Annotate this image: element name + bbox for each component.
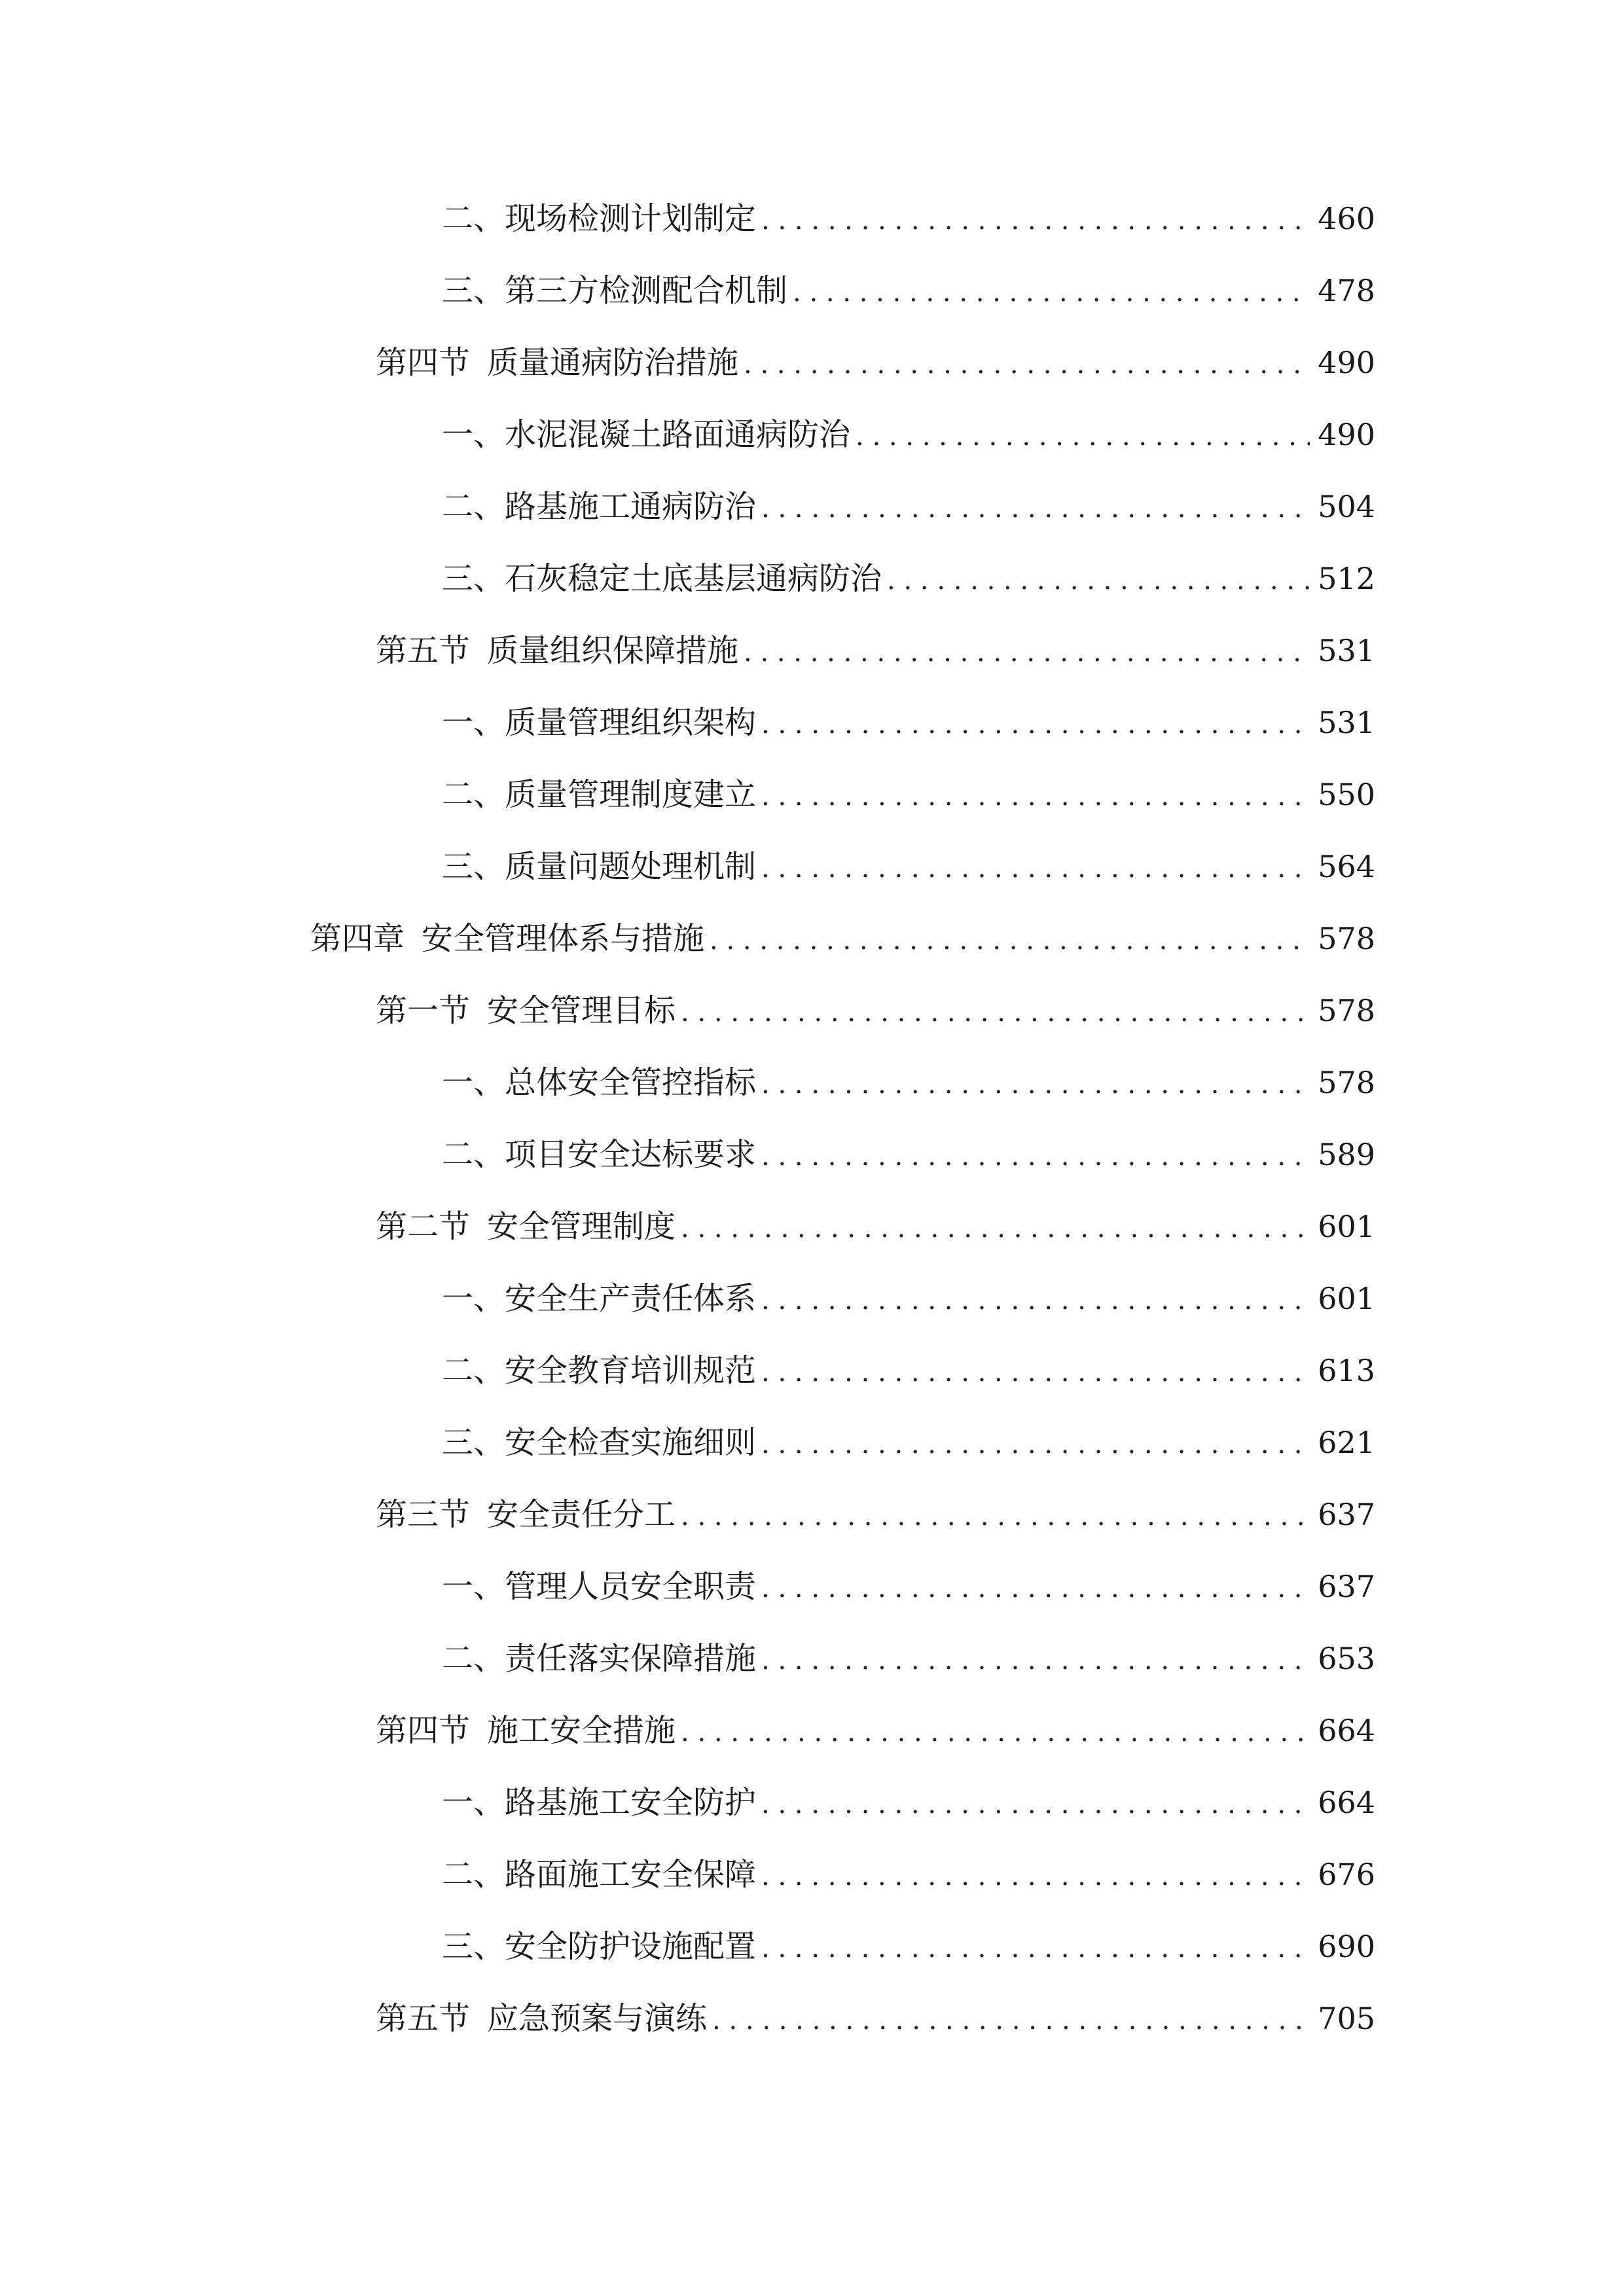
toc-entry-title: 路基施工安全防护: [505, 1784, 757, 1821]
toc-page-number: 637: [1318, 1569, 1375, 1604]
toc-page-number: 531: [1318, 705, 1375, 740]
toc-page-number: 621: [1318, 1425, 1375, 1460]
toc-entry[interactable]: [442, 270, 1375, 312]
toc-page-number: 705: [1318, 2001, 1375, 2036]
toc-entry-label: 三、: [442, 272, 505, 309]
toc-entry-label: 一、: [442, 1568, 505, 1605]
toc-entry-title: 质量管理组织架构: [505, 704, 757, 741]
toc-entry-label: 第五节: [376, 632, 471, 669]
toc-dot-leader: [681, 1208, 1310, 1249]
toc-entry-label: 第五节: [376, 2000, 471, 2037]
toc-entry[interactable]: [376, 342, 1375, 384]
toc-page-number: 490: [1318, 417, 1375, 452]
toc-entry-title: 安全检查实施细则: [505, 1424, 757, 1461]
toc-entry[interactable]: [376, 1206, 1375, 1247]
toc-dot-leader: [761, 704, 1310, 745]
toc-entry-title: 责任落实保障措施: [505, 1640, 757, 1677]
toc-entry-title: 安全生产责任体系: [505, 1280, 757, 1317]
toc-entry[interactable]: [442, 486, 1375, 528]
toc-dot-leader: [761, 776, 1310, 817]
toc-entry-label: 第四节: [376, 344, 471, 381]
toc-page-number: 664: [1318, 1785, 1375, 1820]
toc-entry-title: 总体安全管控指标: [505, 1064, 757, 1101]
toc-entry[interactable]: [442, 414, 1375, 456]
toc-entry[interactable]: [442, 1926, 1375, 1967]
toc-entry[interactable]: [442, 198, 1375, 240]
toc-entry-title: 质量组织保障措施: [487, 632, 739, 669]
toc-entry[interactable]: [442, 1422, 1375, 1463]
toc-page-number: 578: [1318, 921, 1375, 956]
toc-entry-title: 石灰稳定土底基层通病防治: [505, 560, 882, 597]
toc-entry-label: 二、: [442, 1856, 505, 1893]
toc-entry-title: 安全管理制度: [487, 1208, 676, 1245]
toc-dot-leader: [761, 200, 1310, 242]
toc-entry-title: 安全教育培训规范: [505, 1352, 757, 1389]
toc-dot-leader: [761, 1640, 1310, 1681]
toc-entry-title: 应急预案与演练: [487, 2000, 708, 2037]
toc-page-number: 531: [1318, 633, 1375, 668]
toc-page-number: 504: [1318, 489, 1375, 524]
toc-entry[interactable]: [442, 1134, 1375, 1175]
toc-entry-label: 一、: [442, 704, 505, 741]
toc-page-number: 589: [1318, 1137, 1375, 1172]
toc-dot-leader: [761, 1136, 1310, 1177]
toc-entry-label: 三、: [442, 848, 505, 885]
toc-page-number: 460: [1318, 201, 1375, 236]
toc-entry-label: 三、: [442, 1928, 505, 1965]
toc-dot-leader: [761, 488, 1310, 529]
toc-dot-leader: [712, 2000, 1310, 2041]
toc-entry-title: 路面施工安全保障: [505, 1856, 757, 1893]
toc-dot-leader: [761, 1568, 1310, 1609]
toc-dot-leader: [856, 416, 1310, 457]
toc-dot-leader: [744, 344, 1310, 386]
toc-dot-leader: [887, 560, 1310, 601]
toc-dot-leader: [681, 1496, 1310, 1537]
toc-dot-leader: [761, 848, 1310, 889]
toc-entry-label: 一、: [442, 1784, 505, 1821]
toc-entry-title: 质量管理制度建立: [505, 776, 757, 813]
toc-entry[interactable]: [442, 702, 1375, 744]
toc-entry-label: 一、: [442, 1280, 505, 1317]
toc-page-number: 578: [1318, 1065, 1375, 1100]
toc-entry-title: 路基施工通病防治: [505, 488, 757, 525]
toc-page-number: 512: [1318, 561, 1375, 596]
toc-entry-label: 三、: [442, 560, 505, 597]
toc-entry[interactable]: [376, 1998, 1375, 2039]
toc-page-number: 664: [1318, 1713, 1375, 1748]
toc-dot-leader: [761, 1424, 1310, 1465]
toc-page-number: 601: [1318, 1281, 1375, 1316]
toc-entry-title: 安全责任分工: [487, 1496, 676, 1533]
toc-entry[interactable]: [442, 846, 1375, 888]
toc-entry-title: 施工安全措施: [487, 1712, 676, 1749]
toc-dot-leader: [681, 1712, 1310, 1753]
toc-entry-title: 管理人员安全职责: [505, 1568, 757, 1605]
toc-entry[interactable]: [442, 1854, 1375, 1895]
toc-entry[interactable]: [310, 918, 1375, 960]
toc-entry[interactable]: [442, 1062, 1375, 1103]
toc-dot-leader: [681, 992, 1310, 1033]
toc-entry-label: 第三节: [376, 1496, 471, 1533]
toc-entry-label: 第一节: [376, 992, 471, 1029]
toc-entry-label: 第二节: [376, 1208, 471, 1245]
toc-entry-label: 三、: [442, 1424, 505, 1461]
toc-page-number: 676: [1318, 1857, 1375, 1892]
toc-entry[interactable]: [376, 1494, 1375, 1535]
toc-page-number: 490: [1318, 345, 1375, 380]
toc-entry-title: 质量通病防治措施: [487, 344, 739, 381]
toc-entry-label: 二、: [442, 1352, 505, 1389]
toc-dot-leader: [744, 632, 1310, 673]
toc-dot-leader: [761, 1928, 1310, 1969]
toc-entry[interactable]: [376, 630, 1375, 672]
toc-dot-leader: [761, 1784, 1310, 1825]
toc-entry-title: 第三方检测配合机制: [505, 272, 788, 309]
toc-entry-title: 安全防护设施配置: [505, 1928, 757, 1965]
toc-entry-label: 二、: [442, 200, 505, 237]
toc-entry-label: 第四节: [376, 1712, 471, 1749]
toc-entry[interactable]: [442, 1782, 1375, 1823]
toc-entry[interactable]: [376, 1710, 1375, 1751]
toc-entry-title: 现场检测计划制定: [505, 200, 757, 237]
toc-dot-leader: [761, 1856, 1310, 1897]
toc-entry[interactable]: [442, 1638, 1375, 1679]
toc-entry-label: 二、: [442, 776, 505, 813]
toc-entry[interactable]: [442, 774, 1375, 816]
toc-dot-leader: [710, 920, 1310, 961]
toc-entry[interactable]: [442, 1350, 1375, 1391]
toc-dot-leader: [761, 1352, 1310, 1393]
toc-entry[interactable]: [376, 990, 1375, 1031]
toc-page-number: 564: [1318, 849, 1375, 884]
toc-entry-label: 二、: [442, 488, 505, 525]
toc-page-number: 690: [1318, 1929, 1375, 1964]
toc-entry-label: 一、: [442, 416, 505, 453]
toc-page-number: 550: [1318, 777, 1375, 812]
toc-page-number: 613: [1318, 1353, 1375, 1388]
toc-dot-leader: [793, 272, 1310, 314]
toc-entry[interactable]: [442, 558, 1375, 600]
toc-entry-label: 一、: [442, 1064, 505, 1101]
toc-entry-title: 安全管理目标: [487, 992, 676, 1029]
toc-entry-title: 质量问题处理机制: [505, 848, 757, 885]
toc-entry-label: 二、: [442, 1136, 505, 1173]
toc-page-number: 478: [1318, 273, 1375, 308]
toc-page-number: 653: [1318, 1641, 1375, 1676]
toc-entry[interactable]: [442, 1278, 1375, 1319]
toc-entry-title: 安全管理体系与措施: [422, 920, 705, 957]
toc-entry[interactable]: [442, 1566, 1375, 1607]
toc-page-number: 637: [1318, 1497, 1375, 1532]
toc-entry-title: 项目安全达标要求: [505, 1136, 757, 1173]
toc-entry-title: 水泥混凝土路面通病防治: [505, 416, 851, 453]
toc-entry-label: 第四章: [310, 920, 405, 957]
toc-dot-leader: [761, 1064, 1310, 1105]
toc-page-number: 601: [1318, 1209, 1375, 1244]
toc-entry-label: 二、: [442, 1640, 505, 1677]
toc-dot-leader: [761, 1280, 1310, 1321]
toc-page-number: 578: [1318, 993, 1375, 1028]
